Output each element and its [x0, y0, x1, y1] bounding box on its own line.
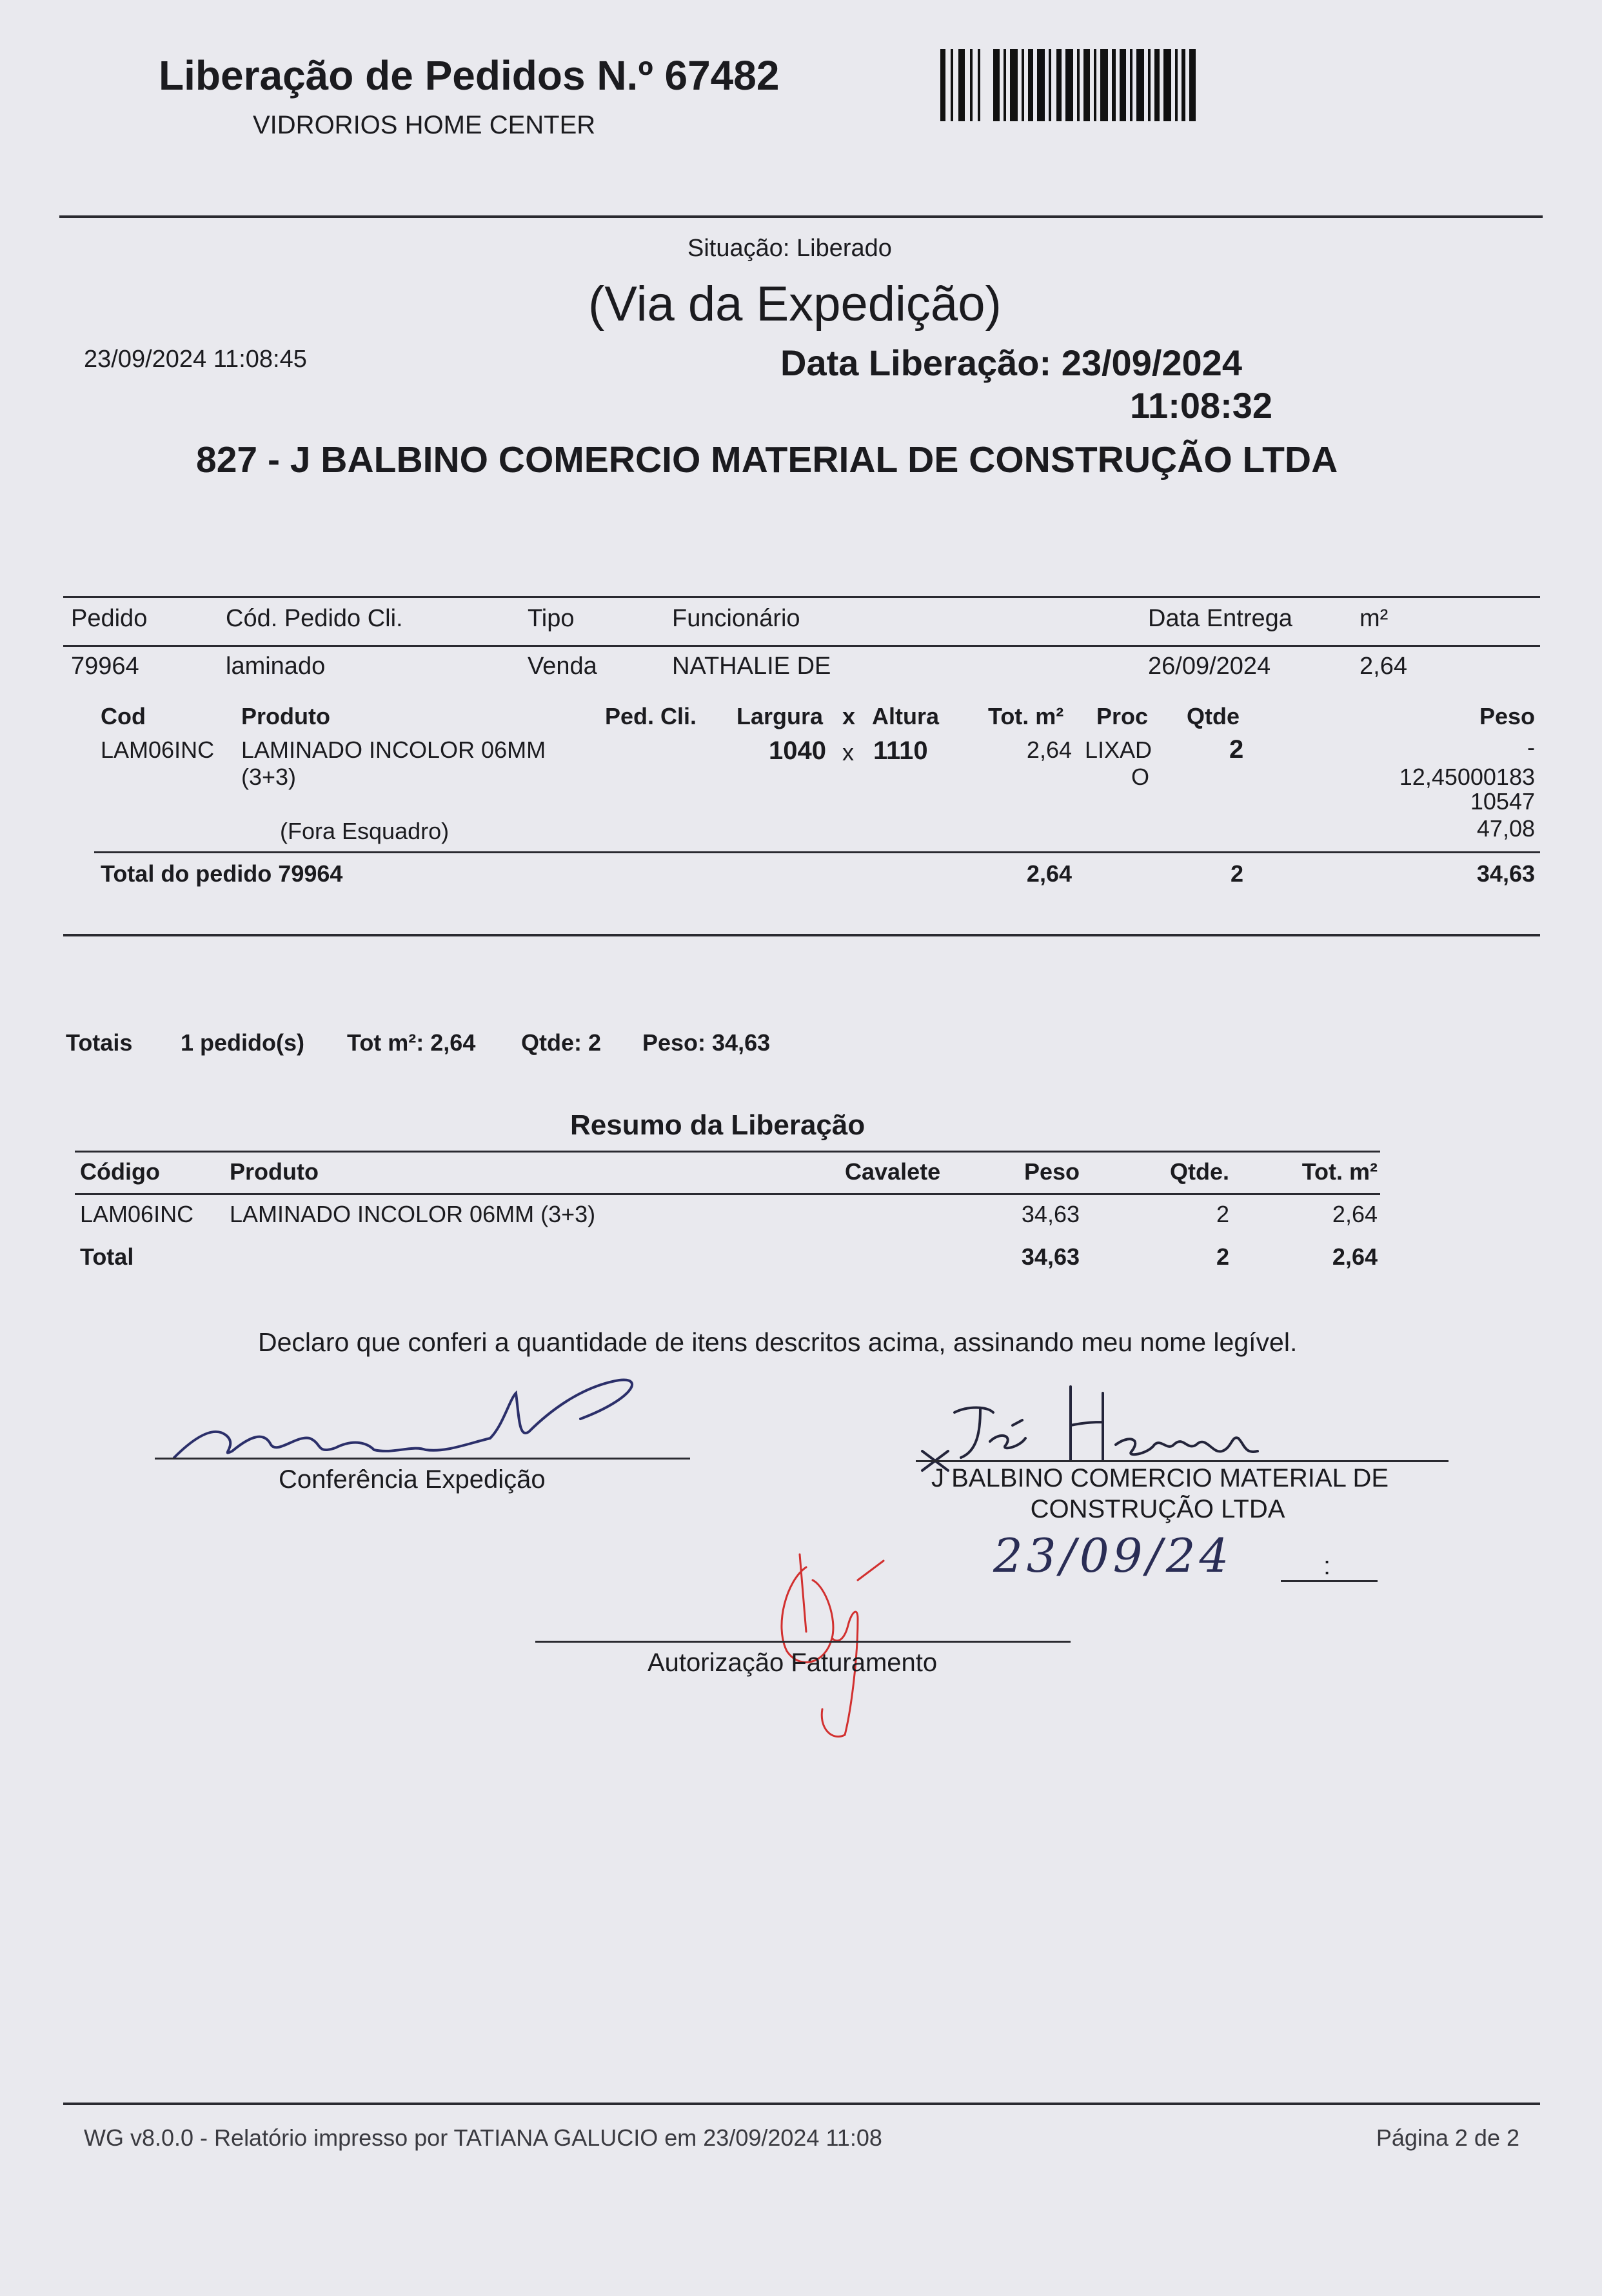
item-peso-line2: 12,45000183	[1399, 764, 1535, 790]
col-funcionario: Funcionário	[672, 605, 800, 632]
document-title: Liberação de Pedidos N.º 67482	[159, 52, 780, 99]
order-pedido: 79964	[71, 653, 139, 680]
barcode-graphic	[940, 49, 1201, 121]
summary-total-label: Total	[80, 1243, 134, 1270]
item-peso-line3: 10547	[1470, 788, 1535, 815]
summary-col-produto: Produto	[230, 1158, 319, 1185]
item-qtde: 2	[1229, 735, 1244, 764]
expedition-label: Conferência Expedição	[279, 1465, 546, 1494]
col-ped-cli: Ped. Cli.	[605, 703, 697, 729]
col-produto: Produto	[241, 703, 330, 729]
summary-col-peso: Peso	[1024, 1158, 1080, 1185]
summary-produto: LAMINADO INCOLOR 06MM (3+3)	[230, 1201, 596, 1227]
item-peso-line4: 47,08	[1476, 815, 1535, 842]
col-pedido: Pedido	[71, 605, 148, 632]
col-peso: Peso	[1479, 703, 1535, 729]
items-total-rule	[94, 851, 1540, 853]
item-proc-line2: O	[1131, 764, 1150, 790]
summary-total-qtde: 2	[1216, 1243, 1229, 1270]
summary-col-cavalete: Cavalete	[845, 1158, 941, 1185]
footer-page-number: Página 2 de 2	[1376, 2124, 1519, 2151]
item-note: (Fora Esquadro)	[280, 818, 450, 844]
footer-rule	[63, 2103, 1540, 2105]
col-tipo: Tipo	[528, 605, 575, 632]
col-data-entrega: Data Entrega	[1148, 605, 1292, 632]
summary-total-peso: 34,63	[1021, 1243, 1080, 1270]
order-total-qtde: 2	[1231, 860, 1244, 887]
expedition-signature-line	[155, 1458, 690, 1460]
col-altura: Altura	[872, 703, 940, 729]
col-m2: m²	[1360, 605, 1389, 632]
billing-signature	[761, 1541, 890, 1748]
release-time: 11:08:32	[1130, 385, 1273, 426]
totals-tot-m2: Tot m²: 2,64	[347, 1029, 476, 1056]
expedition-signature	[168, 1374, 645, 1464]
order-total-peso: 34,63	[1476, 860, 1535, 887]
billing-label: Autorização Faturamento	[648, 1648, 938, 1677]
order-data-entrega: 26/09/2024	[1148, 653, 1271, 680]
order-cod-pedido-cli: laminado	[226, 653, 326, 680]
company-name: VIDRORIOS HOME CENTER	[253, 111, 596, 139]
declaration-text: Declaro que conferi a quantidade de itens descritos acima, assinando meu nome legível.	[258, 1327, 1298, 1357]
customer-signature-line	[916, 1460, 1449, 1462]
col-qtde: Qtde	[1187, 703, 1240, 729]
summary-col-qtde: Qtde.	[1169, 1158, 1229, 1185]
copy-label: (Via da Expedição)	[588, 277, 1002, 332]
col-cod: Cod	[101, 703, 146, 729]
summary-title: Resumo da Liberação	[570, 1109, 865, 1141]
totals-peso: Peso: 34,63	[642, 1029, 771, 1056]
item-largura: 1040	[769, 737, 826, 765]
summary-col-tot-m2: Tot. m²	[1301, 1158, 1378, 1185]
order-table-top-rule	[63, 596, 1540, 598]
totals-qtde: Qtde: 2	[521, 1029, 602, 1056]
summary-codigo: LAM06INC	[80, 1201, 194, 1227]
order-section-end-rule	[63, 934, 1540, 936]
handwritten-date: 23/09/24	[993, 1529, 1233, 1583]
summary-total-tot-m2: 2,64	[1332, 1243, 1378, 1270]
summary-header-rule	[75, 1193, 1380, 1195]
summary-tot-m2: 2,64	[1332, 1201, 1378, 1227]
col-x: x	[842, 703, 856, 729]
item-proc-line1: LIXAD	[1085, 737, 1152, 763]
order-table-header-rule	[63, 645, 1540, 647]
col-tot-m2: Tot. m²	[988, 703, 1064, 729]
item-produto-line1: LAMINADO INCOLOR 06MM	[241, 737, 546, 763]
col-largura: Largura	[737, 703, 824, 729]
time-blank-colon: :	[1323, 1552, 1331, 1580]
totals-label: Totais	[66, 1029, 133, 1056]
order-total-label: Total do pedido 79964	[101, 860, 343, 887]
printed-timestamp: 23/09/2024 11:08:45	[84, 346, 307, 373]
summary-qtde: 2	[1216, 1201, 1229, 1227]
order-funcionario: NATHALIE DE	[672, 653, 831, 680]
order-m2: 2,64	[1360, 653, 1407, 680]
item-altura: 1110	[873, 737, 928, 765]
summary-peso: 34,63	[1021, 1201, 1080, 1227]
summary-col-codigo: Código	[80, 1158, 160, 1185]
footer-printed-by: WG v8.0.0 - Relatório impresso por TATIANA GALUCIO em 23/09/2024 11:08	[84, 2124, 882, 2151]
header-divider	[59, 215, 1543, 218]
status-label: Situação: Liberado	[687, 235, 892, 262]
col-proc: Proc	[1096, 703, 1149, 729]
billing-signature-line	[535, 1641, 1071, 1643]
totals-pedidos: 1 pedido(s)	[181, 1029, 305, 1056]
item-tot-m2: 2,64	[1026, 737, 1072, 763]
customer-signature	[909, 1380, 1271, 1470]
summary-top-rule	[75, 1151, 1380, 1153]
release-date: Data Liberação: 23/09/2024	[780, 342, 1242, 383]
customer-sign-line2: CONSTRUÇÃO LTDA	[1030, 1495, 1285, 1523]
item-x: x	[842, 739, 854, 766]
item-peso-line1: -	[1527, 734, 1535, 760]
customer-sign-line1: J BALBINO COMERCIO MATERIAL DE	[931, 1464, 1389, 1492]
item-cod: LAM06INC	[101, 737, 215, 763]
order-total-m2: 2,64	[1026, 860, 1072, 887]
customer-name: 827 - J BALBINO COMERCIO MATERIAL DE CONSTRUÇÃO LTDA	[196, 439, 1338, 480]
item-produto-line2: (3+3)	[241, 764, 297, 790]
order-tipo: Venda	[528, 653, 597, 680]
col-cod-pedido-cli: Cód. Pedido Cli.	[226, 605, 403, 632]
